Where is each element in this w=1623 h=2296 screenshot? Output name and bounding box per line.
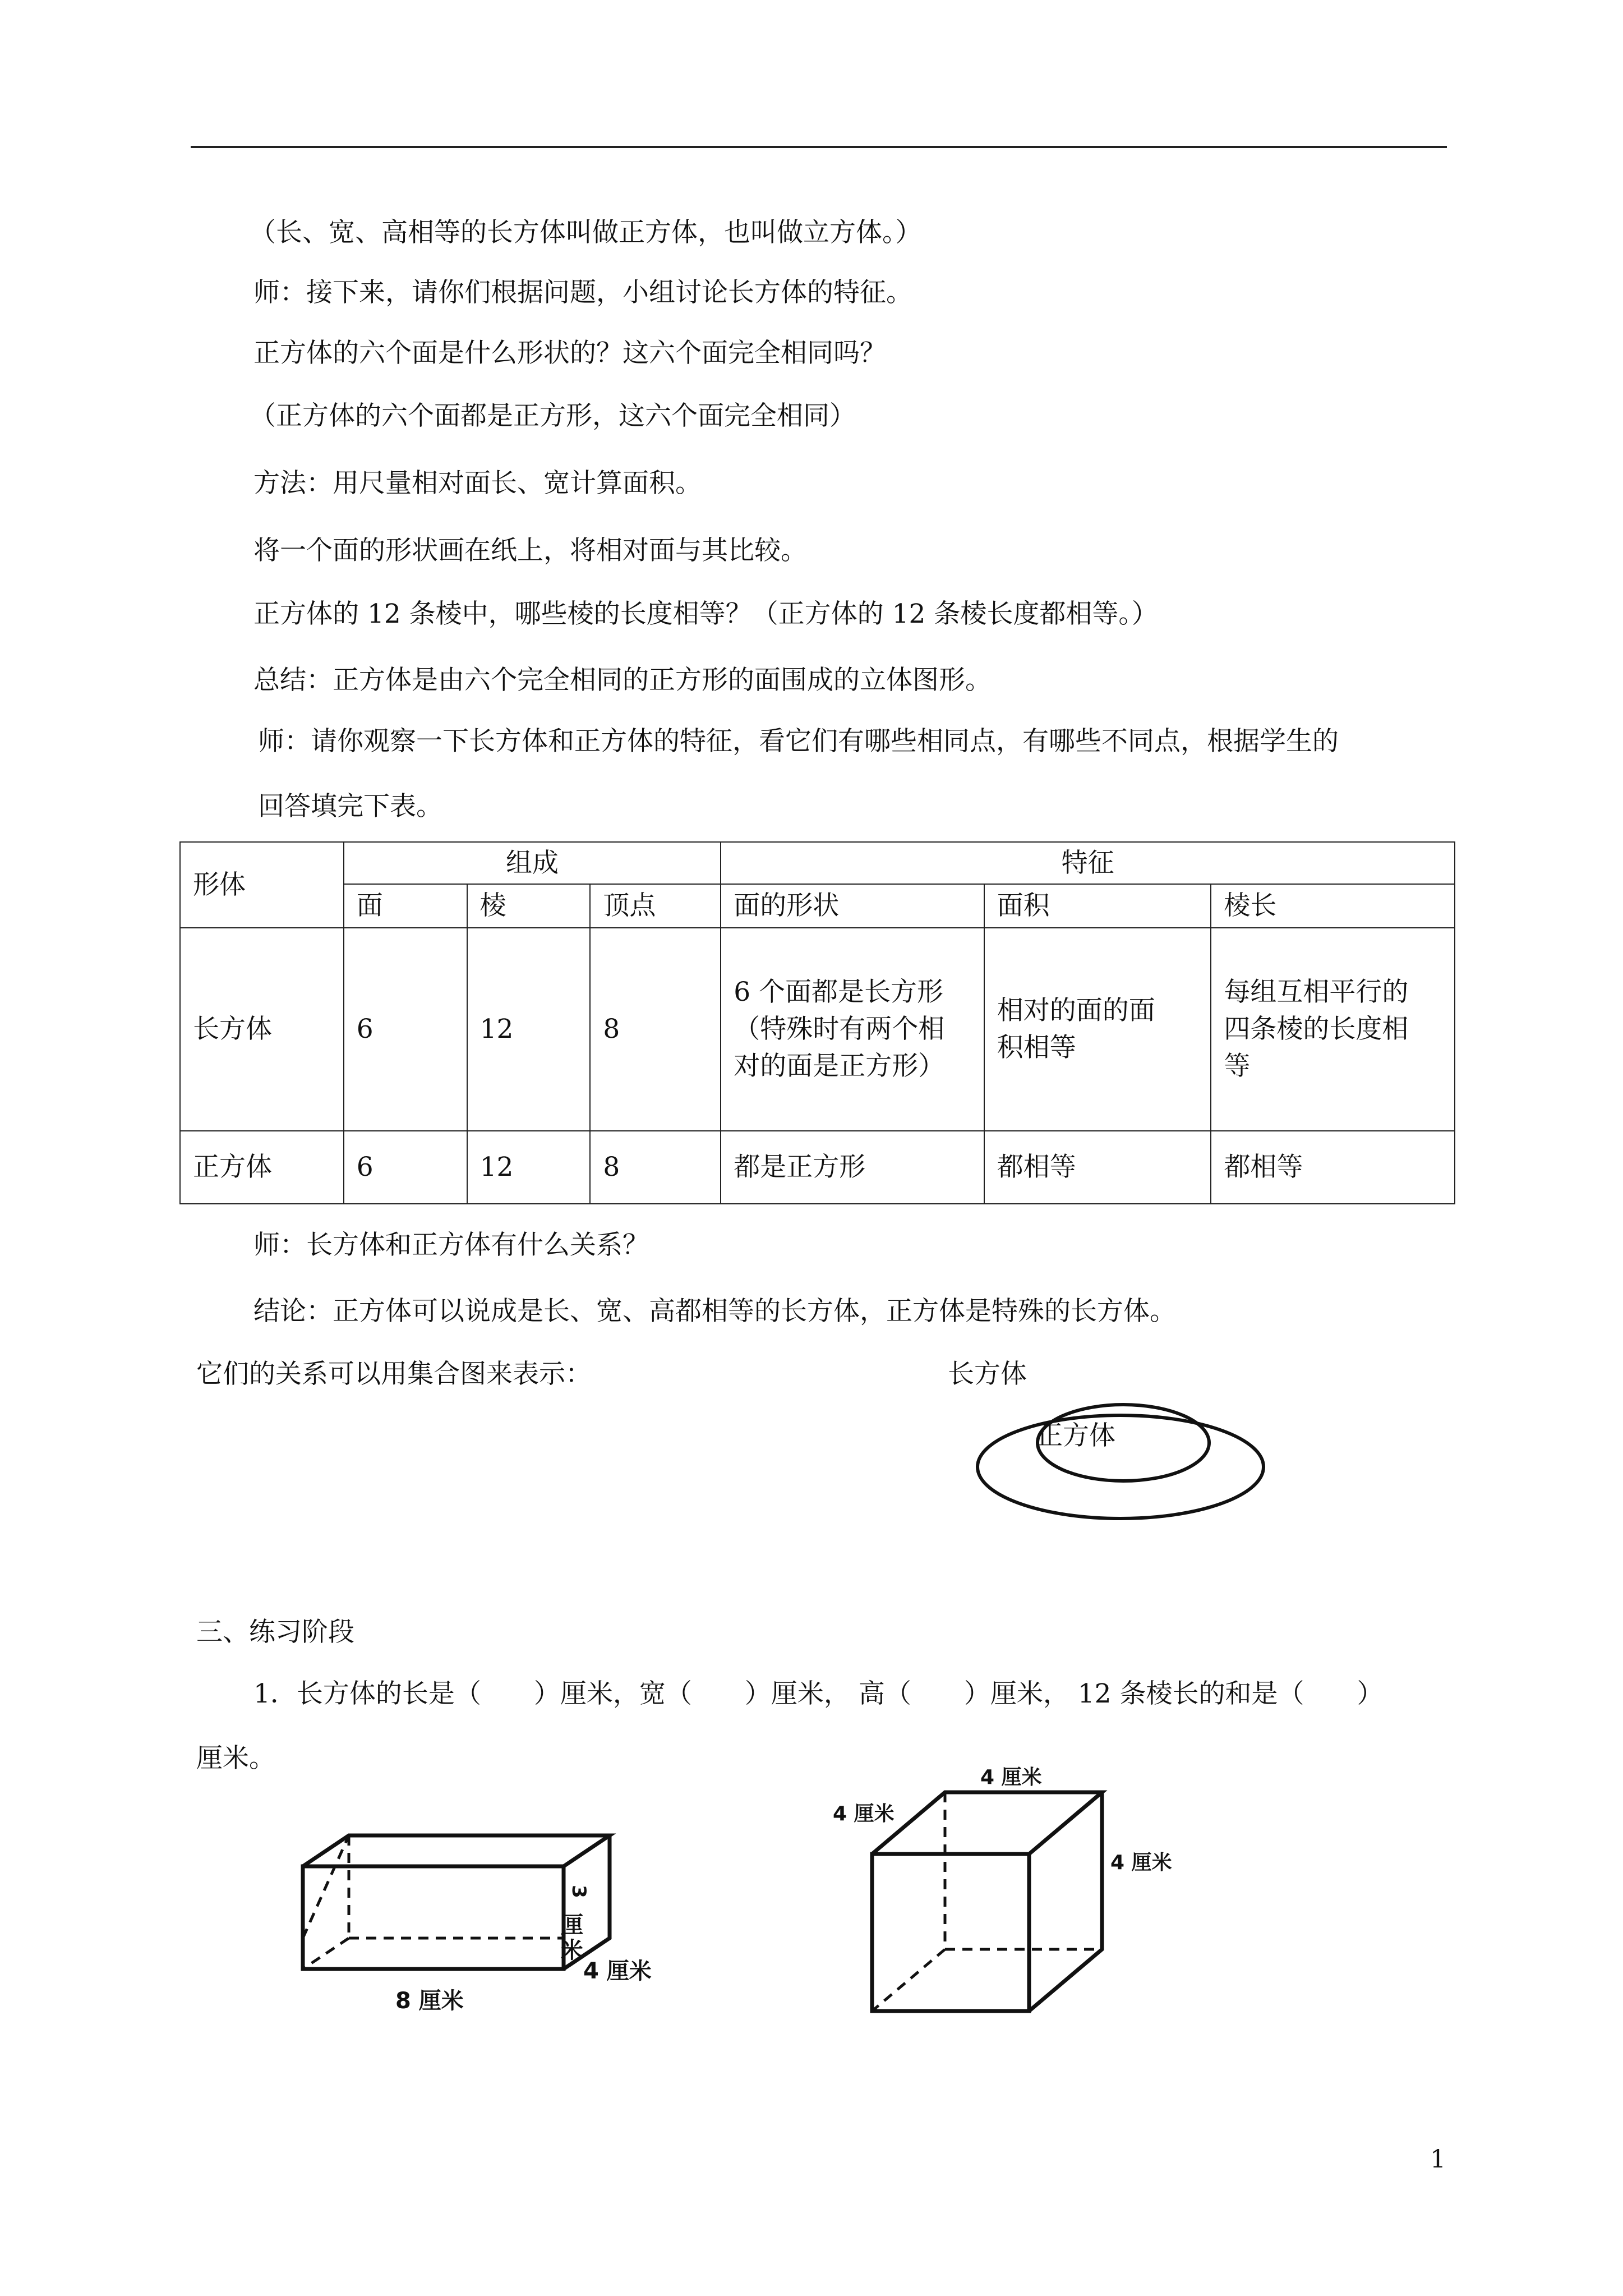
cell-line: 积相等 xyxy=(997,1032,1076,1063)
cube-hidden-depth xyxy=(872,1949,945,2011)
venn-inner-label: 正方体 xyxy=(1036,1420,1115,1451)
cell-line: 相对的面的面 xyxy=(997,995,1155,1026)
header-shape: 形体 xyxy=(180,842,344,928)
cube-left-label: 4 厘米 xyxy=(833,1802,895,1825)
header-face-shape: 面的形状 xyxy=(721,884,984,928)
cell-face-shape: 都是正方形 xyxy=(721,1131,984,1204)
venn-outer-label: 长方体 xyxy=(948,1359,1027,1389)
text-line: 师：请你观察一下长方体和正方体的特征，看它们有哪些相同点，有哪些不同点，根据学生的 xyxy=(258,726,1339,757)
cube-top-label: 4 厘米 xyxy=(980,1766,1042,1789)
cell-line: （特殊时有两个相 xyxy=(734,1014,945,1045)
cell-line: 四条棱的长度相 xyxy=(1224,1014,1409,1045)
cuboid-width-label: 4 厘米 xyxy=(583,1958,652,1984)
text-line: 方法：用尺量相对面长、宽计算面积。 xyxy=(253,468,702,499)
cell-line: 对的面是正方形） xyxy=(734,1051,945,1082)
cell-vertex: 8 xyxy=(590,1131,721,1204)
header-edge-length: 棱长 xyxy=(1211,884,1455,928)
cell-face: 6 xyxy=(344,928,467,1131)
header-features: 特征 xyxy=(721,842,1455,884)
text-line: （长、宽、高相等的长方体叫做正方体，也叫做立方体。） xyxy=(250,217,922,248)
cube-top-face xyxy=(872,1792,1102,1854)
cuboid-height-unit: 厘 xyxy=(561,1912,583,1938)
header-vertex: 顶点 xyxy=(590,884,721,928)
text-line: 正方体的六个面是什么形状的？这六个面完全相同吗？ xyxy=(253,338,886,369)
question-text: 1．长方体的长是（ ）厘米，宽（ ）厘米， 高（ ）厘米， 12 条棱长的和是（ ） xyxy=(253,1678,1384,1709)
section-heading: 三、练习阶段 xyxy=(196,1617,354,1648)
text-line: （正方体的六个面都是正方形，这六个面完全相同） xyxy=(250,401,856,431)
cuboid-height-unit: 米 xyxy=(561,1938,583,1963)
text-line: 师：长方体和正方体有什么关系？ xyxy=(253,1230,649,1260)
text-line: 将一个面的形状画在纸上，将相对面与其比较。 xyxy=(253,535,807,566)
cell-edge: 12 xyxy=(467,1131,591,1204)
cell-line: 每组互相平行的 xyxy=(1224,977,1409,1007)
cell-shape: 正方体 xyxy=(180,1131,344,1204)
cell-line: 等 xyxy=(1224,1051,1251,1082)
page-number: 1 xyxy=(1430,2145,1446,2174)
header-area: 面积 xyxy=(984,884,1211,928)
cuboid-length-label: 8 厘米 xyxy=(395,1988,464,2014)
cube-right-label: 4 厘米 xyxy=(1110,1851,1172,1874)
cell-vertex: 8 xyxy=(590,928,721,1131)
cell-edge-length: 都相等 xyxy=(1211,1131,1455,1204)
text-line: 正方体的 12 条棱中，哪些棱的长度相等？（正方体的 12 条棱长度都相等。） xyxy=(253,599,1158,629)
text-line: 结论：正方体可以说成是长、宽、高都相等的长方体，正方体是特殊的长方体。 xyxy=(253,1296,1176,1327)
cell-line: 6 个面都是长方形 xyxy=(734,977,944,1007)
text-line: 它们的关系可以用集合图来表示： xyxy=(196,1359,592,1389)
header-composition: 组成 xyxy=(344,842,721,884)
header-face: 面 xyxy=(344,884,467,928)
cuboid-height-value: 3 xyxy=(567,1885,590,1898)
text-line: 回答填完下表。 xyxy=(258,791,442,822)
cube-front-face xyxy=(872,1854,1029,2011)
text-line: 总结：正方体是由六个完全相同的正方形的面围成的立体图形。 xyxy=(253,665,992,696)
question-text: 厘米。 xyxy=(196,1743,275,1774)
header-edge: 棱 xyxy=(467,884,591,928)
cell-edge: 12 xyxy=(467,928,591,1131)
text-line: 师：接下来，请你们根据问题，小组讨论长方体的特征。 xyxy=(253,277,912,308)
cell-area: 都相等 xyxy=(984,1131,1211,1204)
cell-face: 6 xyxy=(344,1131,467,1204)
cell-shape: 长方体 xyxy=(180,928,344,1131)
